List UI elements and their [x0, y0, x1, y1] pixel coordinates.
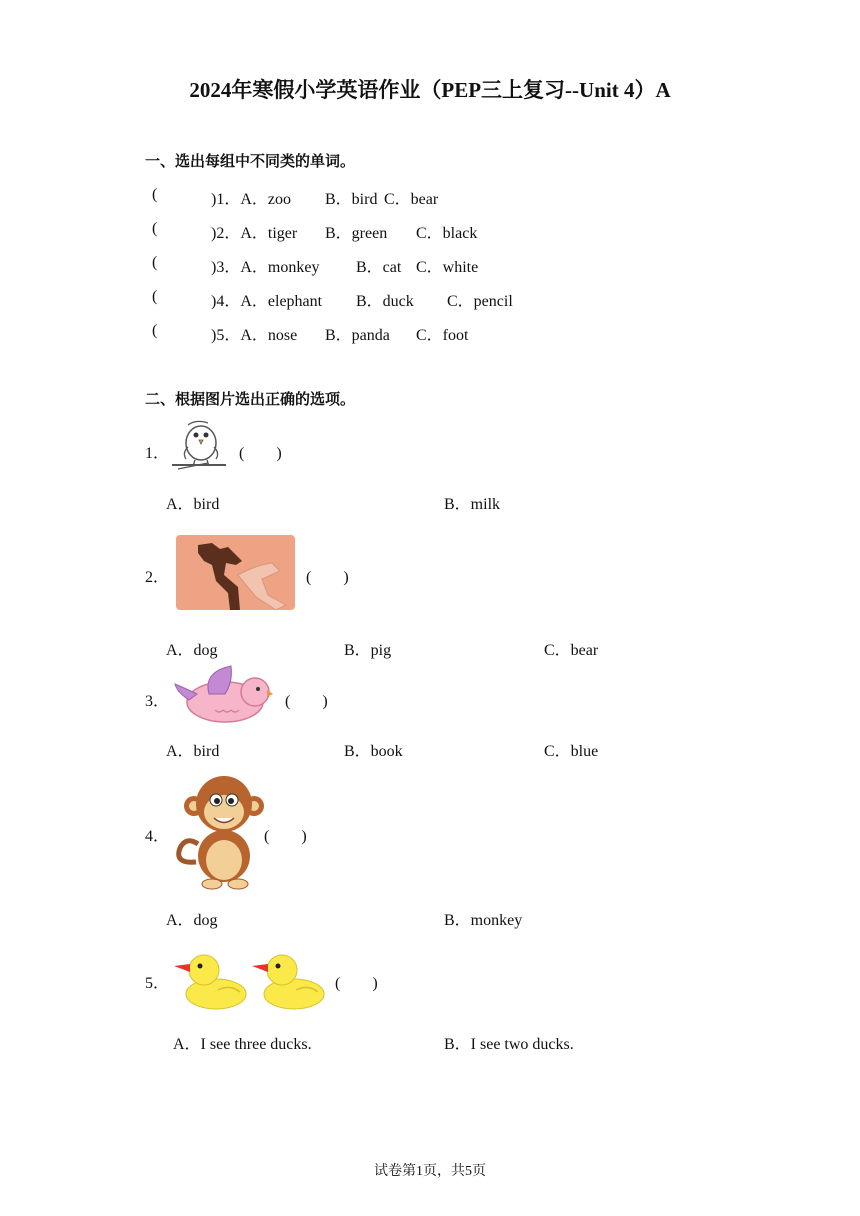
option-a: A．bird: [166, 496, 220, 513]
option-a: A．dog: [166, 912, 218, 929]
monkey-icon: [174, 772, 264, 890]
question-number: 1．: [145, 445, 170, 462]
option-b: B．green: [325, 225, 388, 242]
option-b: B．monkey: [444, 912, 523, 929]
list-item: )4．A．elephant: [211, 293, 323, 310]
question-number: 5．: [145, 975, 170, 992]
option-c: C．pencil: [447, 293, 513, 310]
option-b: B．pig: [344, 642, 392, 659]
answer-blank[interactable]: ( ): [285, 693, 328, 710]
list-item: )1．A．zoo: [211, 191, 292, 208]
option-a: A．I see three ducks.: [173, 1036, 312, 1053]
list-item: )3．A．monkey: [211, 259, 320, 276]
page-title: 2024年寒假小学英语作业（PEP三上复习--Unit 4）A: [189, 78, 671, 102]
option-b: B．bird: [325, 191, 378, 208]
option-c: C．blue: [544, 743, 599, 760]
answer-blank[interactable]: ( ): [335, 975, 378, 992]
two-ducks-icon: [172, 944, 328, 1012]
question-number: 2．: [145, 569, 170, 586]
list-item: )2．A．tiger: [211, 225, 298, 242]
answer-blank[interactable]: ( ): [306, 569, 349, 586]
answer-blank[interactable]: ( ): [239, 445, 282, 462]
option-c: C．black: [416, 225, 478, 242]
pink-bird-icon: [173, 664, 273, 726]
option-c: C．bear: [384, 191, 439, 208]
option-b: B．I see two ducks.: [444, 1036, 574, 1053]
answer-blank[interactable]: ( ): [264, 828, 307, 845]
option-b: B．panda: [325, 327, 390, 344]
section-2-heading: 二、根据图片选出正确的选项。: [145, 390, 356, 408]
list-item: (: [152, 186, 158, 203]
list-item: (: [152, 254, 158, 271]
hand-shadow-dog-icon: [176, 535, 295, 610]
question-number: 4．: [145, 828, 170, 845]
option-b: B．duck: [356, 293, 414, 310]
bird-sketch-icon: [168, 413, 230, 479]
option-b: B．book: [344, 743, 403, 760]
option-a: A．dog: [166, 642, 218, 659]
list-item: (: [152, 288, 158, 305]
page-footer: 试卷第1页，共5页: [374, 1164, 486, 1179]
option-a: A．bird: [166, 743, 220, 760]
question-number: 3．: [145, 693, 170, 710]
list-item: (: [152, 220, 158, 237]
option-c: C．white: [416, 259, 479, 276]
option-c: C．bear: [544, 642, 599, 659]
option-c: C．foot: [416, 327, 469, 344]
option-b: B．cat: [356, 259, 402, 276]
list-item: )5．A．nose: [211, 327, 298, 344]
option-b: B．milk: [444, 496, 501, 513]
section-1-heading: 一、选出每组中不同类的单词。: [145, 152, 356, 170]
list-item: (: [152, 322, 158, 339]
